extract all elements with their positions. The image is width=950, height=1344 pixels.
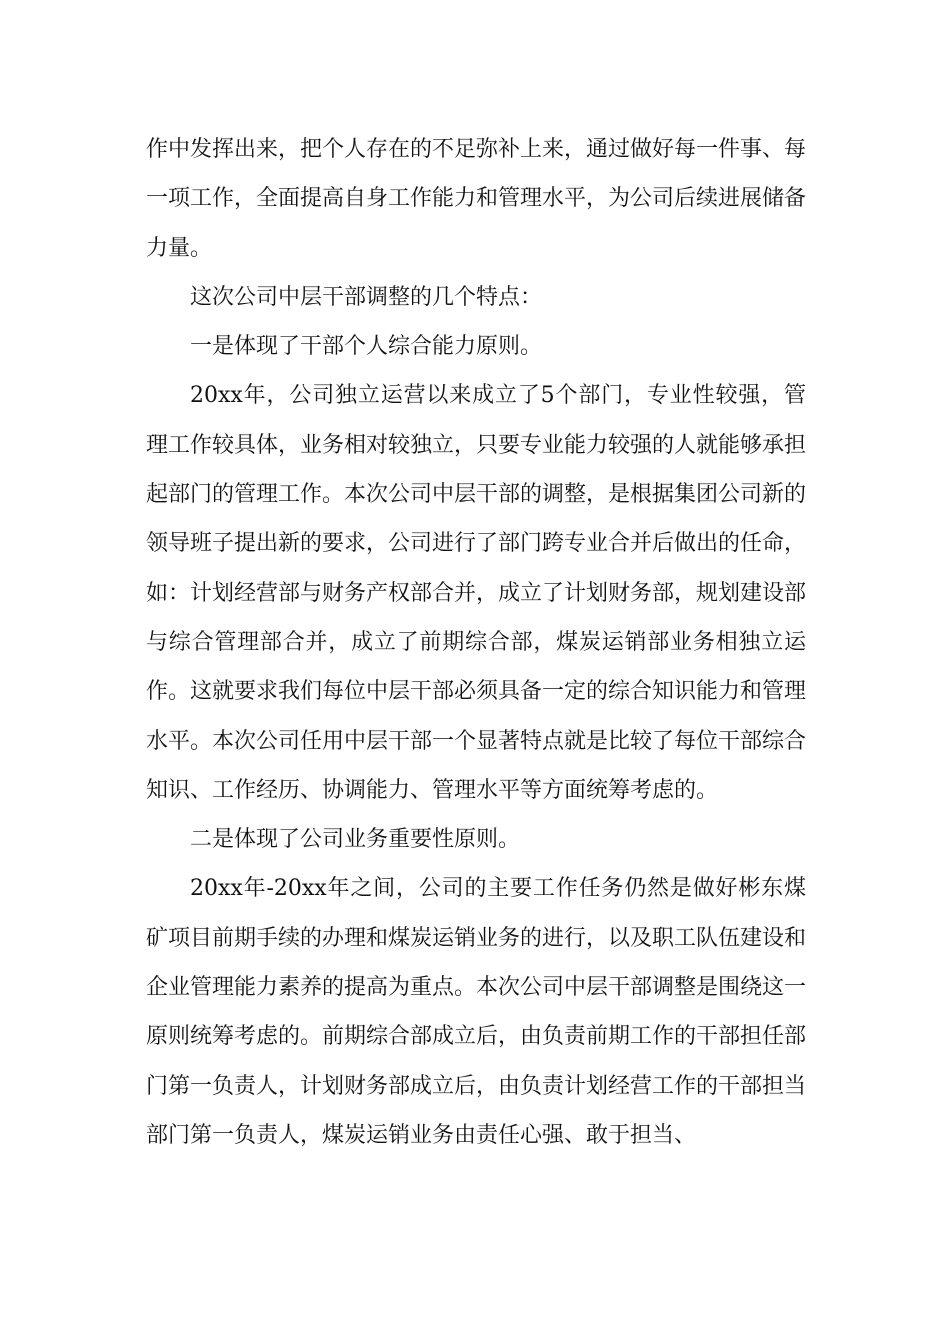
paragraph-continuation: 作中发挥出来，把个人存在的不足弥补上来，通过做好每一件事、每一项工作，全面提高自身工作能力和管理水平，为公司后续进展储备力量。 [146, 137, 807, 261]
paragraph-features-heading: 这次公司中层干部调整的几个特点： [190, 284, 543, 310]
paragraph-point-two-heading: 二是体现了公司业务重要性原则。 [190, 827, 521, 853]
paragraph-point-one-body: 20xx年，公司独立运营以来成立了5个部门，专业性较强，管理工作较具体，业务相对较独立，只要专业能力较强的人就能够承担起部门的管理工作。本次公司中层干部的调整，是根据集团公司新的领导班子提出新的要求，公司进行了部门跨专业合并后做出的任命，如：计划经营部与财务产权部合并，成立了计划财务部，规划建设部与综合管理部合并，成立了前期综合部，煤炭运销部业务相独立运作。这就要求我们每位中层干部必须具备一定的综合知识能力和管理水平。本次公司任用中层干部一个显著特点就是比较了每位干部综合知识、工作经历、协调能力、管理水平等方面统筹考虑的。 [146, 383, 807, 803]
document-body [146, 125, 806, 1160]
paragraph-point-two-body: 20xx年-20xx年之间，公司的主要工作任务仍然是做好彬东煤矿项目前期手续的办理和煤炭运销业务的进行，以及职工队伍建设和企业管理能力素养的提高为重点。本次公司中层干部调整是围绕这一原则统筹考虑的。前期综合部成立后，由负责前期工作的干部担任部门第一负责人，计划财务部成立后，由负责计划经营工作的干部担当部门第一负责人，煤炭运销业务由责任心强、敢于担当、 [146, 876, 807, 1148]
paragraph-point-one-heading: 一是体现了干部个人综合能力原则。 [190, 334, 543, 360]
